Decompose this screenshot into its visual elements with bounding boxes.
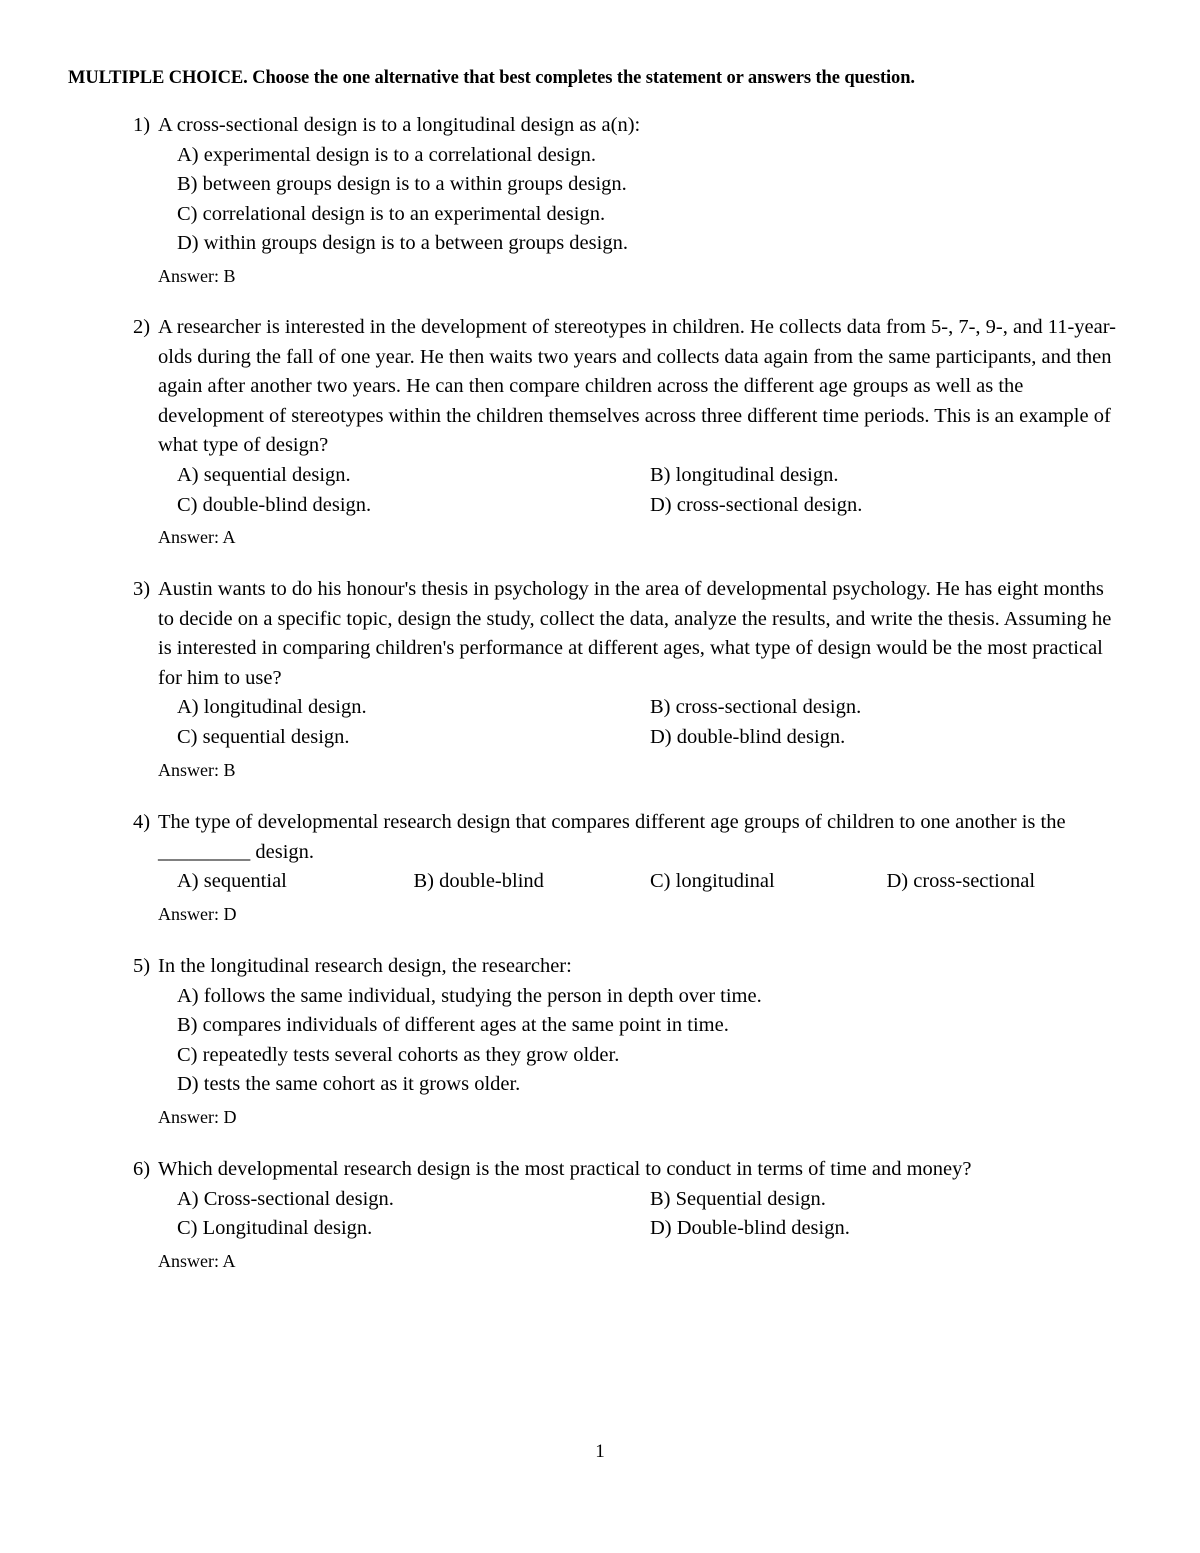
question-text: Which developmental research design is the most practical to conduct in terms of time and money? bbox=[158, 1158, 972, 1180]
option-a: A) longitudinal design. bbox=[177, 696, 367, 719]
option-c: C) correlational design is to an experimental design. bbox=[177, 202, 606, 225]
question-1 bbox=[133, 111, 1123, 291]
question-number: 1) bbox=[133, 114, 151, 136]
question-text: In the longitudinal research design, the researcher: bbox=[158, 955, 572, 977]
option-c: C) Longitudinal design. bbox=[177, 1217, 373, 1240]
answer-key: Answer: D bbox=[158, 903, 237, 924]
option-c: C) longitudinal bbox=[650, 870, 775, 893]
answer-key: Answer: B bbox=[158, 759, 236, 780]
answer-key: Answer: A bbox=[158, 527, 236, 548]
question-number: 2) bbox=[133, 316, 151, 338]
option-a: A) Cross-sectional design. bbox=[177, 1187, 394, 1210]
question-2 bbox=[133, 313, 1123, 552]
question-number: 3) bbox=[133, 578, 151, 600]
question-number: 6) bbox=[133, 1158, 151, 1180]
question-text: Austin wants to do his honour's thesis in psychology in the area of developmental psychology. He has eight months to decide on a specific topic, design the study, collect the data, analyze the results, and write the thesis. Assuming he is interested in comparing children's performance at different ages, what type of design would be the most practical for him to use? bbox=[158, 578, 1112, 689]
option-d: D) cross-sectional bbox=[886, 870, 1036, 893]
question-6 bbox=[133, 1155, 1123, 1276]
option-d: D) tests the same cohort as it grows older. bbox=[177, 1073, 521, 1096]
option-c: C) sequential design. bbox=[177, 725, 350, 748]
option-c: C) double-blind design. bbox=[177, 493, 372, 516]
option-d: D) cross-sectional design. bbox=[650, 493, 863, 516]
answer-key: Answer: B bbox=[158, 265, 236, 286]
question-text: A researcher is interested in the development of stereotypes in children. He collects data from 5-, 7-, 9-, and 11-year-olds during the fall of one year. He then waits two years and collects data again from the same participants, and then again after another two years. He can then compare children across the different age groups as well as the development of stereotypes within the children themselves across three different time periods. This is an example of what type of design? bbox=[158, 316, 1116, 457]
question-number: 5) bbox=[133, 955, 151, 977]
option-a: A) sequential design. bbox=[177, 463, 351, 486]
option-c: C) repeatedly tests several cohorts as they grow older. bbox=[177, 1043, 620, 1066]
question-4 bbox=[133, 808, 1123, 929]
question-5 bbox=[133, 952, 1123, 1132]
option-a: A) sequential bbox=[177, 870, 287, 893]
option-d: D) double-blind design. bbox=[650, 725, 846, 748]
option-a: A) follows the same individual, studying the person in depth over time. bbox=[177, 984, 762, 1007]
question-text: A cross-sectional design is to a longitudinal design as a(n): bbox=[158, 114, 641, 136]
option-b: B) Sequential design. bbox=[650, 1187, 826, 1210]
option-b: B) cross-sectional design. bbox=[650, 696, 862, 719]
option-b: B) double-blind bbox=[413, 870, 544, 893]
option-b: B) longitudinal design. bbox=[650, 463, 839, 486]
option-d: D) Double-blind design. bbox=[650, 1217, 850, 1240]
option-b: B) compares individuals of different ages at the same point in time. bbox=[177, 1014, 729, 1037]
answer-key: Answer: D bbox=[158, 1106, 237, 1127]
answer-key: Answer: A bbox=[158, 1250, 236, 1271]
section-header: MULTIPLE CHOICE. Choose the one alternative that best completes the statement or answers the question. bbox=[68, 68, 915, 88]
option-a: A) experimental design is to a correlational design. bbox=[177, 143, 596, 166]
option-b: B) between groups design is to a within groups design. bbox=[177, 173, 627, 196]
question-number: 4) bbox=[133, 811, 151, 833]
page-number: 1 bbox=[595, 1441, 605, 1462]
question-text: The type of developmental research design that compares different age groups of children to one another is the _________ design. bbox=[158, 811, 1066, 863]
option-d: D) within groups design is to a between groups design. bbox=[177, 232, 628, 255]
question-3 bbox=[133, 575, 1123, 785]
